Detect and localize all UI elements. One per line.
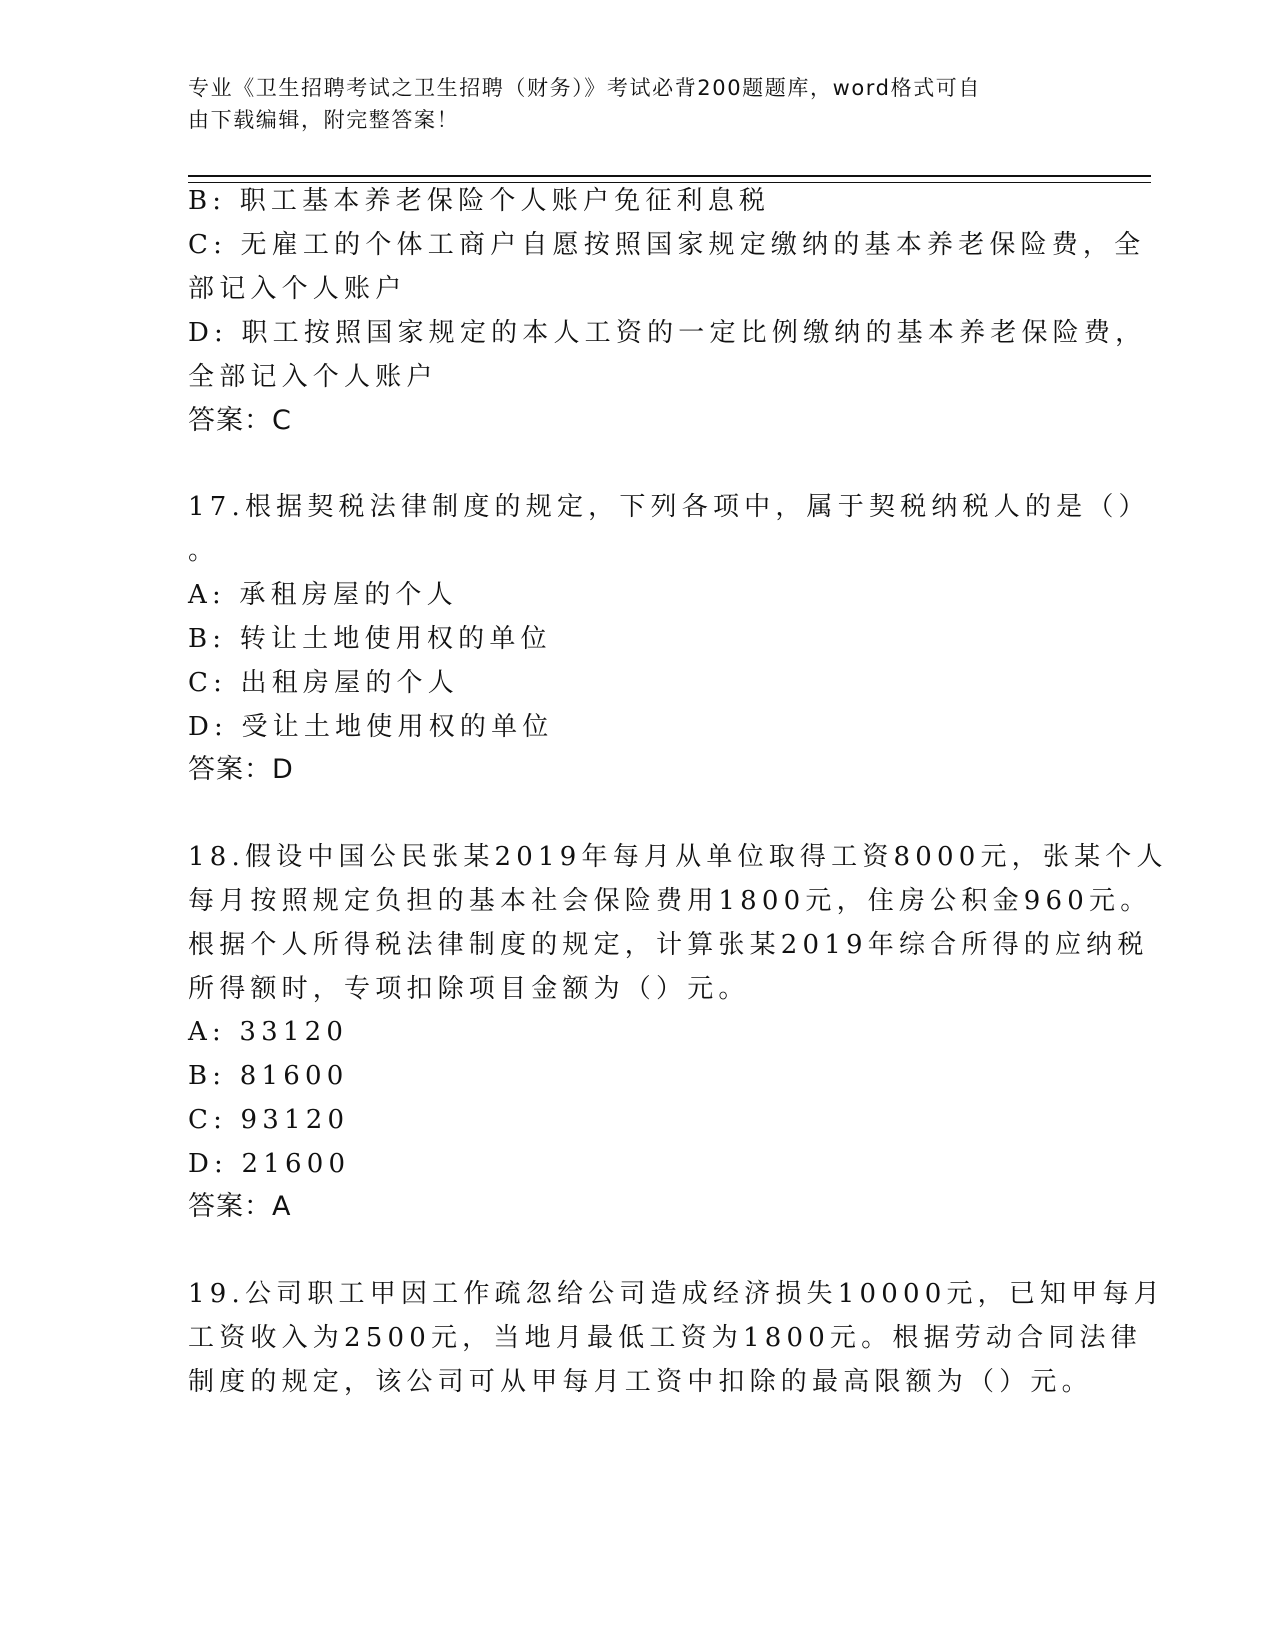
q18-answer: 答案：A (188, 1191, 292, 1222)
q17-option-c: C: 出租房屋的个人 (188, 668, 459, 698)
q18-option-b: B: 81600 (188, 1061, 349, 1091)
q19-stem-line-2: 工资收入为2500元，当地月最低工资为1800元。根据劳动合同法律 (188, 1323, 1142, 1353)
q18-option-c: C: 93120 (188, 1105, 350, 1135)
q18-stem-line-4: 所得额时，专项扣除项目金额为（）元。 (188, 974, 750, 1004)
q16-option-d-line-1: D: 职工按照国家规定的本人工资的一定比例缴纳的基本养老保险费， (188, 318, 1147, 348)
q19-stem-line-3: 制度的规定，该公司可从甲每月工资中扣除的最高限额为（）元。 (188, 1367, 1093, 1397)
q16-option-c-line-1: C: 无雇工的个体工商户自愿按照国家规定缴纳的基本养老保险费，全 (188, 230, 1146, 260)
q18-stem-line-1: 18.假设中国公民张某2019年每月从单位取得工资8000元，张某个人 (188, 842, 1168, 872)
q19-stem-line-1: 19.公司职工甲因工作疏忽给公司造成经济损失10000元，已知甲每月 (188, 1279, 1165, 1309)
q18-stem-line-2: 每月按照规定负担的基本社会保险费用1800元，住房公积金960元。 (188, 886, 1152, 916)
q17-option-d: D: 受让土地使用权的单位 (188, 712, 554, 742)
q17-answer: 答案：D (188, 754, 294, 785)
header-title-line-2: 由下载编辑，附完整答案！ (188, 108, 460, 132)
header-divider-thin (188, 182, 1151, 183)
q18-stem-line-3: 根据个人所得税法律制度的规定，计算张某2019年综合所得的应纳税 (188, 930, 1149, 960)
q17-stem-line-2: 。 (188, 536, 220, 566)
q17-option-b: B: 转让土地使用权的单位 (188, 624, 552, 654)
document-header (188, 72, 1088, 136)
q18-option-d: D: 21600 (188, 1149, 351, 1179)
header-title-line-1: 专业《卫生招聘考试之卫生招聘（财务）》考试必背200题题库，word格式可自 (188, 76, 981, 100)
q16-answer: 答案：C (188, 405, 292, 436)
q17-option-a: A: 承租房屋的个人 (188, 580, 458, 610)
q16-option-c-line-2: 部记入个人账户 (188, 274, 407, 304)
header-divider-thick (188, 175, 1151, 177)
q16-option-b: B: 职工基本养老保险个人账户免征利息税 (188, 186, 771, 216)
q17-stem-line-1: 17.根据契税法律制度的规定，下列各项中，属于契税纳税人的是（） (188, 492, 1150, 522)
q16-option-d-line-2: 全部记入个人账户 (188, 362, 438, 392)
q18-option-a: A: 33120 (188, 1017, 349, 1047)
